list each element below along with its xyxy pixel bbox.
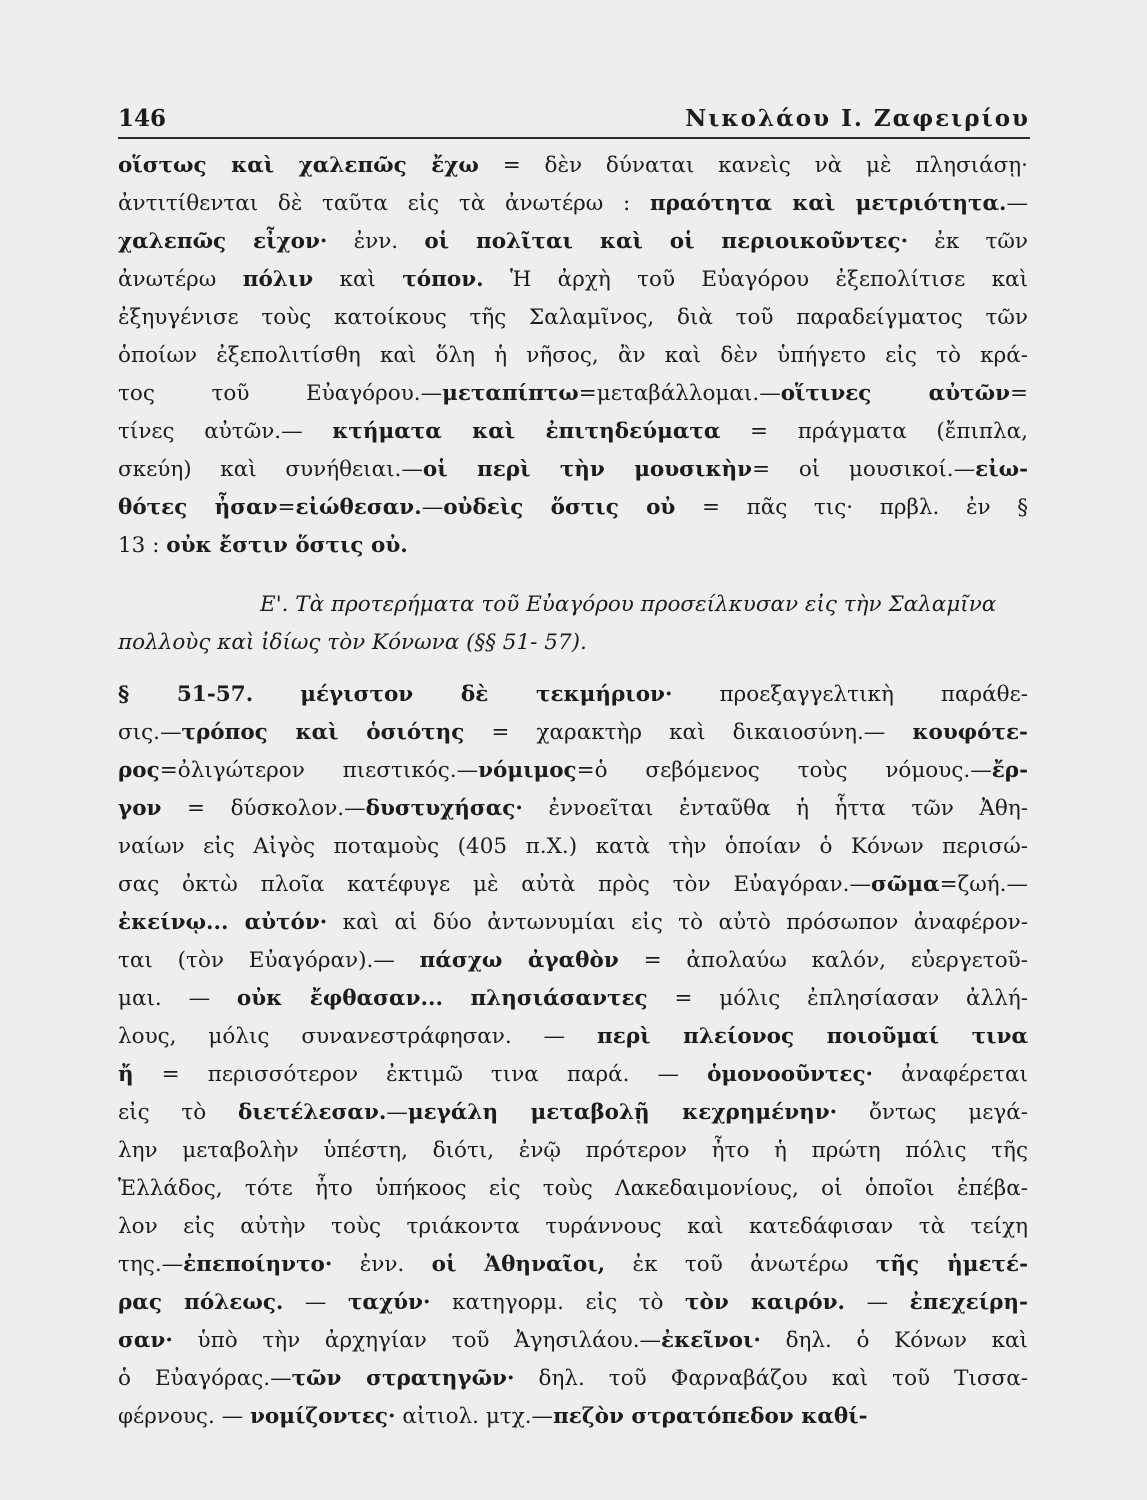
text-line [118,980,1028,1018]
lemma-term: ἐπεποίηντο· [183,1252,333,1277]
lemma-term: πεζὸν στρατόπεδον καθί- [553,1404,868,1429]
gloss-text: σκεύη) καὶ συνήθειαι.— [118,457,423,482]
lemma-term: θότες ἦσαν [118,495,278,520]
text-line [118,1246,1028,1284]
lemma-term: ἐκεῖνοι· [661,1328,761,1353]
lemma-term: εἰω- [975,457,1028,482]
lemma-term: τόπον. [402,267,484,292]
lemma-term: πάσχω ἀγαθὸν [419,948,619,973]
lemma-term: ἔρ- [991,758,1028,783]
text-line [118,752,1028,790]
lemma-term: νόμιμος [478,758,577,783]
gloss-text: = οἱ μουσικοί.— [752,457,976,482]
text-line [118,904,1028,942]
gloss-text: = δὲν δύναται κανεὶς νὰ μὲ πλησιάσῃ· [478,153,1028,178]
text-line [118,942,1028,980]
gloss-text: ἀνωτέρω [118,267,243,292]
gloss-text: λους, μόλις συνανεστράφησαν. — [118,1024,598,1049]
gloss-text: ται (τὸν Εὐαγόραν).— [118,948,420,973]
lemma-term: ρος [118,758,160,783]
lemma-term: κουφότε- [912,720,1028,745]
gloss-text: εἰς τὸ [118,1100,239,1125]
gloss-text: τίνες αὐτῶν.— [118,419,333,444]
gloss-text: λην μεταβολὴν ὑπέστη, διότι, ἐνῷ πρότερον ἦτο ἡ πρώτη πόλις τῆς [118,1138,1028,1163]
gloss-text: =μεταβάλλομαι.— [578,381,781,406]
gloss-text: λον εἰς αὐτὴν τοὺς τριάκοντα τυράννους καὶ κατεδάφισαν τὰ τείχη [118,1214,1028,1239]
lemma-term: τὸν καιρόν. [685,1290,846,1315]
text-line [118,489,1028,527]
gloss-text: = πᾶς τις· πρβλ. ἐν § [675,495,1028,520]
text-line [118,337,1028,375]
gloss-text: ὁποίων ἐξεπολιτίσθη καὶ ὅλη ἡ νῆσος, ἂν καὶ δὲν ὑπήγετο εἰς τὸ κρά- [118,343,1028,368]
text-line [118,1132,1028,1170]
lemma-term: τῆς ἡμετέ- [875,1252,1028,1277]
lemma-term: ἐκείνῳ... αὐτόν· [118,910,328,935]
section-heading [118,586,1028,662]
section-ref: § 51-57. [118,682,254,707]
gloss-text: Ἡ ἀρχὴ τοῦ Εὐαγόρου ἐξεπολίτισε καὶ [483,267,1028,292]
lemma-term: οὐκ ἔστιν ὅστις οὐ. [166,533,408,558]
lemma-term: οἱ πολῖται καὶ οἱ περιοικοῦντες· [424,229,909,254]
gloss-text: δηλ. ὁ Κόνων καὶ [760,1328,1028,1353]
commentary-paragraph-2 [118,676,1028,1436]
text-line [118,185,1028,223]
gloss-text: δηλ. τοῦ Φαρναβάζου καὶ τοῦ Τισσα- [514,1366,1028,1391]
gloss-text: κατηγορμ. εἰς τὸ [430,1290,686,1315]
lemma-term: χαλεπῶς εἶχον· [118,229,328,254]
gloss-text: σας ὀκτὼ πλοῖα κατέφυγε μὲ αὐτὰ πρὸς τὸν Εὐαγόραν.— [118,872,871,897]
text-line [118,828,1028,866]
gloss-text: — [283,1290,348,1315]
text-line [118,1208,1028,1246]
gloss-text: — [386,1100,408,1125]
text-line [118,790,1028,828]
lemma-term: οἵστως καὶ χαλεπῶς ἔχω [118,153,479,178]
gloss-text: — [845,1290,910,1315]
gloss-text: προεξαγγελτικὴ παράθε- [672,682,1028,707]
text-line [118,676,1028,714]
gloss-text: =ὀλιγώτερον πιεστικός.— [159,758,479,783]
gloss-text: = χαρακτὴρ καὶ δικαιοσύνη.— [464,720,913,745]
text-line [118,299,1028,337]
lemma-term: μεγάλη μεταβολῇ κεχρημένην· [407,1100,838,1125]
lemma-term: περὶ πλείονος ποιοῦμαί τινα [597,1024,1028,1049]
gloss-text: ὁ Εὐαγόρας.— [118,1366,292,1391]
lemma-term: τρόπος καὶ ὁσιότης [181,720,465,745]
text-line [118,1170,1028,1208]
text-line [118,1398,1028,1436]
gloss-text: = [1010,381,1028,406]
gloss-text: =ὁ σεβόμενος τοὺς νόμους.— [576,758,992,783]
lemma-term: πραότητα καὶ μετριότητα. [649,191,1007,216]
lemma-term: ἤ [118,1062,134,1087]
gloss-text [253,682,300,707]
text-line [118,451,1028,489]
lemma-term: ἐπεχείρη- [909,1290,1028,1315]
text-line [118,1056,1028,1094]
lemma-term: νομίζοντες· [249,1404,396,1429]
gloss-text: ἐνν. [332,1252,432,1277]
gloss-text: ἐννοεῖται ἐνταῦθα ἡ ἧττα τῶν Ἀθη- [522,796,1028,821]
gloss-text: = μόλις ἐπλησίασαν ἀλλή- [647,986,1028,1011]
lemma-term: οἱ Ἀθηναῖοι, [431,1252,606,1277]
text-line [118,1284,1028,1322]
gloss-text: = περισσότερον ἐκτιμῶ τινα παρά. — [133,1062,708,1087]
gloss-text: τος τοῦ Εὐαγόρου.— [118,381,443,406]
gloss-text: ἐκ τῶν [908,229,1028,254]
gloss-text: Ἑλλάδος, τότε ἦτο ὑπήκοος εἰς τοὺς Λακεδαιμονίους, οἱ ὁποῖοι ἐπέβα- [118,1176,1028,1201]
lemma-term: ὁμονοοῦντες· [707,1062,874,1087]
lemma-term: τῶν στρατηγῶν· [291,1366,515,1391]
lemma-term: οἵτινες αὐτῶν [780,381,1010,406]
gloss-text: καὶ αἱ δύο ἀντωνυμίαι εἰς τὸ αὐτὸ πρόσωπον ἀναφέρον- [327,910,1028,935]
text-line [118,1094,1028,1132]
lemma-term: πόλιν [242,267,314,292]
gloss-text: της.— [118,1252,184,1277]
lemma-term: σῶμα [870,872,940,897]
gloss-text: ἐξηυγένισε τοὺς κατοίκους τῆς Σαλαμῖνος, διὰ τοῦ παραδείγματος τῶν [118,305,1028,330]
lemma-term: μεταπίπτω [442,381,579,406]
text-line [118,147,1028,185]
gloss-text: καὶ [313,267,403,292]
text-line [118,413,1028,451]
lemma-term: μέγιστον δὲ τεκμήριον· [300,682,673,707]
gloss-text: ἀναφέρεται [873,1062,1028,1087]
gloss-text: = ἀπολαύω καλόν, εὐεργετοῦ- [618,948,1028,973]
gloss-text: ἐκ τοῦ ἀνωτέρω [605,1252,876,1277]
lemma-term: γον [118,796,162,821]
text-line [118,1018,1028,1056]
page-header [118,103,1030,139]
gloss-text: = δύσκολον.— [161,796,366,821]
text-line [118,1322,1028,1360]
gloss-text: = πράγματα (ἔπιπλα, [720,419,1028,444]
lemma-term: ρας πόλεως. [118,1290,284,1315]
text-line [118,223,1028,261]
lemma-term: οἱ περὶ τὴν μουσικὴν [422,457,753,482]
gloss-text: ναίων εἰς Αἰγὸς ποταμοὺς (405 π.Χ.) κατὰ τὴν ὁποίαν ὁ Κόνων περισώ- [118,834,1028,859]
text-line [118,1360,1028,1398]
gloss-text: ὑπὸ τὴν ἀρχηγίαν τοῦ Ἀγησιλάου.— [172,1328,662,1353]
gloss-text: αἰτιολ. μτχ.— [395,1404,554,1429]
text-line [118,527,1028,565]
lemma-term: δυστυχήσας· [365,796,523,821]
text-line [118,261,1028,299]
lemma-term: οὐδεὶς ὅστις οὐ [443,495,676,520]
gloss-text: 13 : [118,533,167,558]
section-heading-line: πολλοὺς καὶ ἰδίως τὸν Κόνωνα (§§ 51- 57). [118,630,587,655]
lemma-term: ταχύν· [347,1290,431,1315]
running-head: Νικολάου Ι. Ζαφειρίου [685,105,1030,132]
gloss-text: =ζωή.— [939,872,1028,897]
gloss-text: — [421,495,444,520]
lemma-term: εἰώθεσαν. [295,495,422,520]
gloss-text: φέρνους. — [118,1404,250,1429]
page-number: 146 [118,105,167,132]
gloss-text: σις.— [118,720,182,745]
gloss-text: μαι. — [118,986,237,1011]
text-line [118,714,1028,752]
lemma-term: οὐκ ἔφθασαν... πλησιάσαντες [236,986,648,1011]
gloss-text: ἐνν. [327,229,425,254]
lemma-term: διετέλεσαν. [238,1100,387,1125]
gloss-text: ὄντως μεγά- [837,1100,1028,1125]
lemma-term: κτήματα καὶ ἐπιτηδεύματα [332,419,721,444]
lemma-term: σαν· [118,1328,173,1353]
text-line [118,375,1028,413]
text-line [118,866,1028,904]
gloss-text: = [277,495,296,520]
commentary-paragraph-1 [118,147,1028,565]
gloss-text: — [1006,191,1028,216]
section-heading-line: Ε'. Τὰ προτερήματα τοῦ Εὐαγόρου προσείλκυσαν εἰς τὴν Σαλαμῖνα [260,592,997,617]
gloss-text: ἀντιτίθενται δὲ ταῦτα εἰς τὰ ἀνωτέρω : [118,191,650,216]
